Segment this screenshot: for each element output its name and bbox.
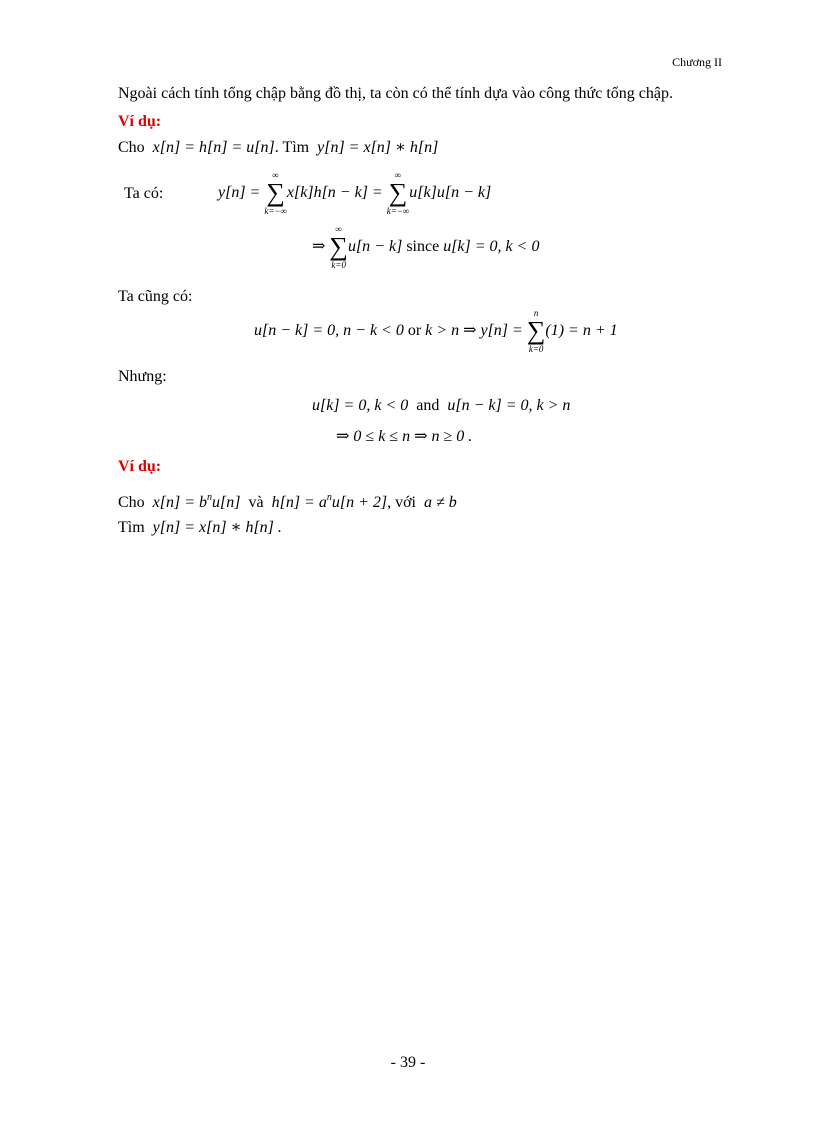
summation-3 — [329, 224, 348, 270]
tcc-part3: (1) = n + 1 — [545, 322, 618, 339]
given-prefix: Cho — [118, 139, 145, 156]
sigma-symbol: ∑ — [266, 178, 285, 207]
sum-lower-limit: k=0 — [331, 260, 346, 270]
summation-1 — [264, 170, 287, 216]
sum-lower-limit: k=0 — [528, 344, 544, 354]
sigma-symbol: ∑ — [526, 316, 546, 345]
tacungco-label: Ta cũng có: — [118, 288, 193, 305]
find-prefix: . Tìm — [274, 139, 310, 156]
convolution-equation-2 — [312, 222, 539, 272]
eq2-body: u[n − k] — [347, 238, 403, 255]
tcc-part1: u[n − k] = 0, n − k < 0 — [254, 322, 404, 339]
implies-arrow: ⇒ — [312, 238, 326, 255]
summation-4 — [527, 308, 546, 354]
example-1-given — [118, 138, 438, 158]
ex2-given-prefix: Cho — [118, 494, 145, 511]
sigma-symbol: ∑ — [329, 232, 348, 261]
ex2-voi: , với — [387, 494, 416, 511]
example-2-title: Ví dụ: — [118, 458, 162, 475]
since-word: since — [406, 238, 440, 255]
ex2-find-prefix: Tìm — [118, 519, 145, 536]
ex2-h-sup: n — [326, 492, 332, 503]
ex2-va: và — [248, 494, 264, 511]
sigma-symbol: ∑ — [388, 178, 408, 207]
sum-upper-limit: ∞ — [272, 170, 279, 180]
sum-upper-limit: ∞ — [335, 224, 342, 234]
sum-lower-limit: k=−∞ — [386, 206, 410, 216]
eq2-condition: u[k] = 0, k < 0 — [443, 238, 540, 255]
chapter-header: Chương II — [672, 55, 722, 69]
ex2-condition: a ≠ b — [424, 494, 457, 511]
ex2-h-expr-a: h[n] = a — [271, 494, 327, 511]
summation-2 — [387, 170, 410, 216]
nhung-label: Nhưng: — [118, 368, 167, 385]
nhung-equation-2: ⇒ 0 ≤ k ≤ n ⇒ n ≥ 0 . — [336, 428, 473, 445]
example-1-title: Ví dụ: — [118, 113, 162, 130]
sum-upper-limit: n — [533, 308, 539, 318]
eq1-term1: x[k]h[n − k] = — [286, 184, 383, 201]
tcc-part2: k > n ⇒ y[n] = — [425, 322, 523, 339]
ex2-h-expr-b: u[n + 2] — [331, 494, 388, 511]
example-2-given — [118, 488, 457, 513]
sum-lower-limit: k=−∞ — [264, 206, 287, 216]
find-expr: y[n] = x[n] ∗ h[n] — [317, 139, 439, 156]
convolution-equation-1 — [218, 168, 491, 218]
sum-upper-limit: ∞ — [394, 170, 402, 180]
nhung-eq1-a: u[k] = 0, k < 0 — [312, 397, 409, 414]
page-number: - 39 - — [390, 1054, 426, 1071]
ex2-find-expr: y[n] = x[n] ∗ h[n] . — [152, 519, 282, 536]
eq1-lhs: y[n] = — [218, 184, 261, 201]
ex2-x-expr-a: x[n] = b — [152, 494, 208, 511]
intro-paragraph: Ngoài cách tính tổng chập bằng đồ thị, ta còn có thể tính dựa vào công thức tổng chập. — [118, 85, 673, 102]
or-word: or — [407, 322, 422, 339]
eq1-term2: u[k]u[n − k] — [409, 184, 492, 201]
example-2-find — [118, 518, 282, 538]
taco-label: Ta có: — [124, 185, 164, 202]
nhung-eq1-b: u[n − k] = 0, k > n — [447, 397, 571, 414]
given-expr: x[n] = h[n] = u[n] — [152, 139, 275, 156]
and-word: and — [416, 397, 440, 414]
ex2-x-expr-b: u[n] — [212, 494, 241, 511]
tacungco-equation — [254, 306, 618, 356]
nhung-equation-1 — [312, 396, 570, 416]
ex2-x-sup: n — [207, 492, 213, 503]
